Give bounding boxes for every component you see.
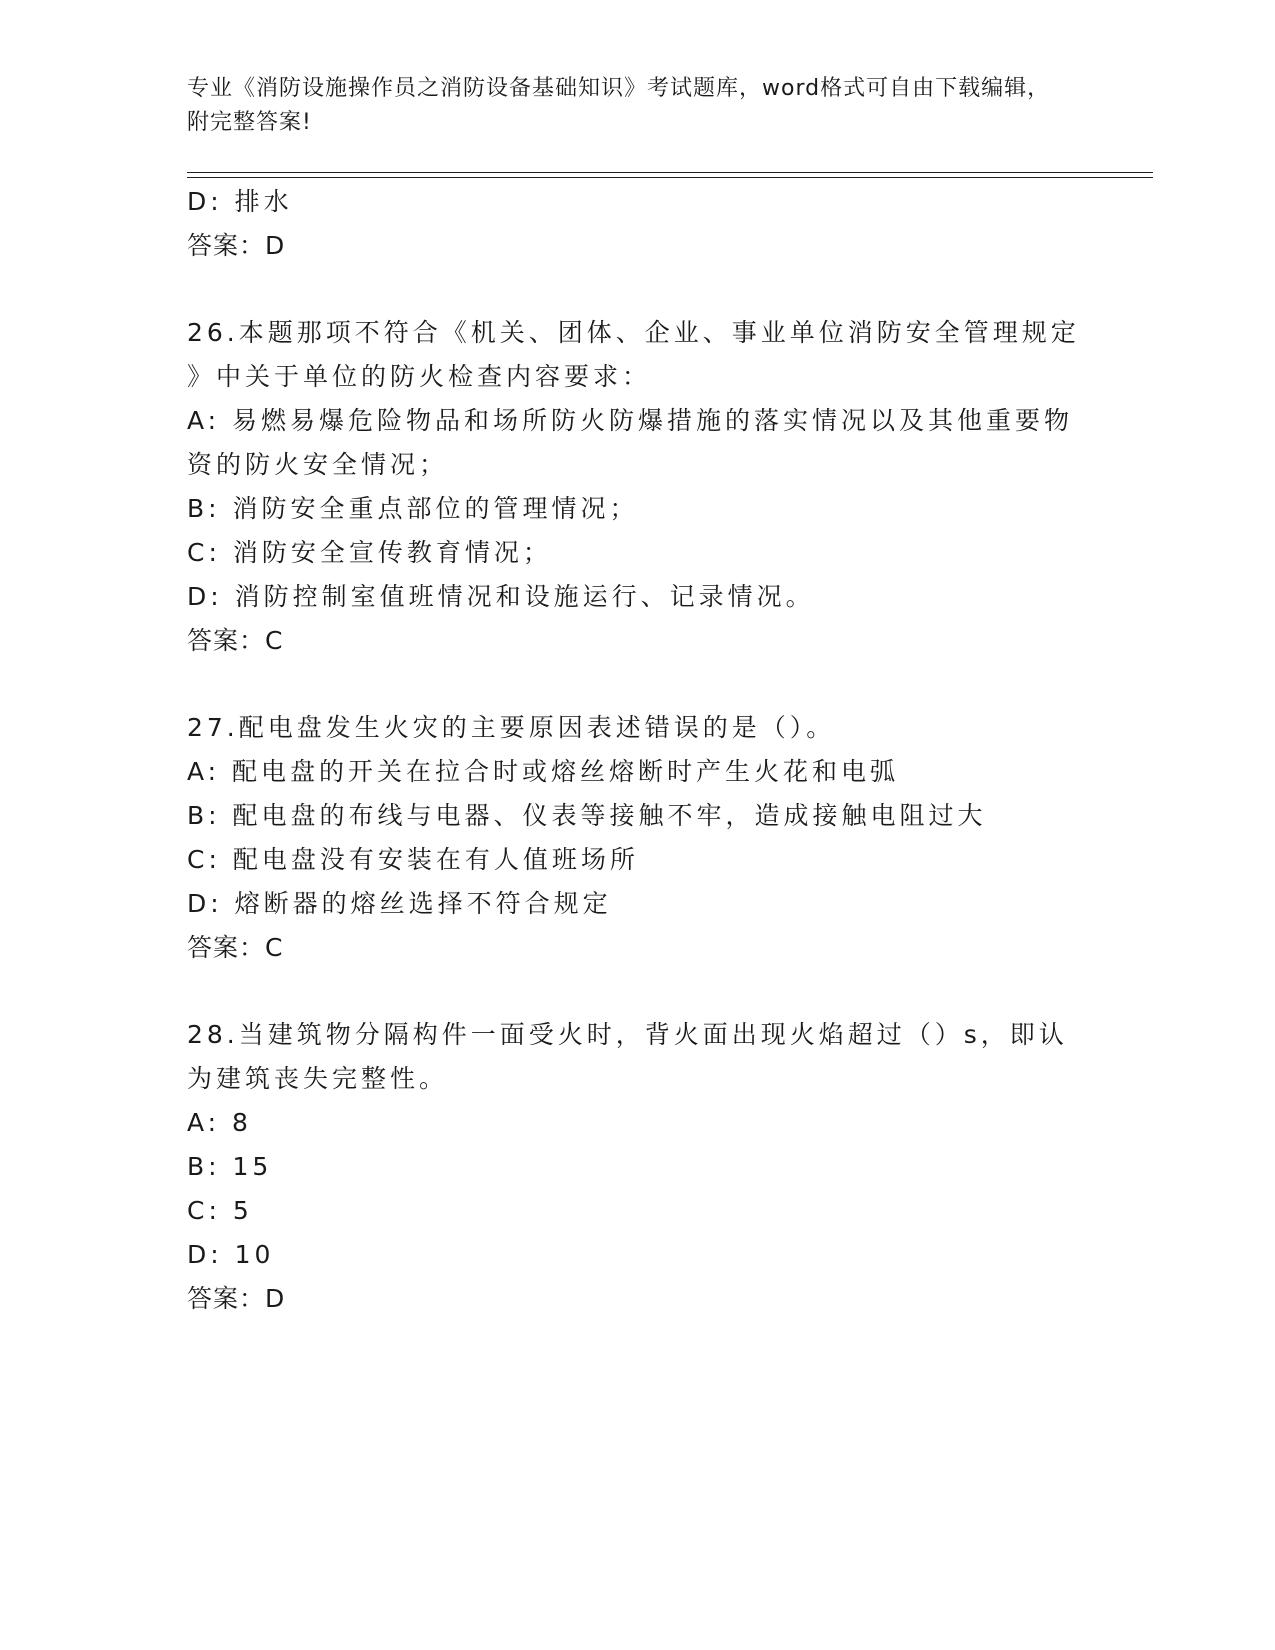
q28-option-d: D: 10	[187, 1240, 275, 1269]
q28-option-c: C: 5	[187, 1196, 253, 1225]
q26-option-b: B: 消防安全重点部位的管理情况；	[187, 494, 639, 523]
q27-option-b: B: 配电盘的布线与电器、仪表等接触不牢，造成接触电阻过大	[187, 801, 987, 830]
q28-stem-line2: 为建筑丧失完整性。	[187, 1064, 449, 1093]
prev-answer: 答案：D	[187, 231, 286, 260]
header-rule-bottom	[187, 177, 1153, 178]
q27-stem: 27.配电盘发生火灾的主要原因表述错误的是（）。	[187, 713, 836, 742]
q28-option-b: B: 15	[187, 1152, 273, 1181]
q27-option-c: C: 配电盘没有安装在有人值班场所	[187, 845, 639, 874]
q26-option-a-line1: A: 易燃易爆危险物品和场所防火防爆措施的落实情况以及其他重要物	[187, 406, 1074, 435]
q26-stem-line2: 》中关于单位的防火检查内容要求：	[187, 362, 652, 391]
q27-option-a: A: 配电盘的开关在拉合时或熔丝熔断时产生火花和电弧	[187, 757, 900, 786]
q27-answer: 答案：C	[187, 933, 284, 962]
q26-option-c: C: 消防安全宣传教育情况；	[187, 538, 552, 567]
q28-stem-line1: 28.当建筑物分隔构件一面受火时，背火面出现火焰超过（）s，即认	[187, 1020, 1068, 1049]
q28-option-a: A: 8	[187, 1108, 252, 1137]
document-header: 专业《消防设施操作员之消防设备基础知识》考试题库，word格式可自由下载编辑，附完整答案!	[187, 76, 1051, 135]
q26-answer: 答案：C	[187, 626, 284, 655]
q27-option-d: D: 熔断器的熔丝选择不符合规定	[187, 889, 612, 918]
header-rule-top	[187, 172, 1153, 173]
q26-option-a-line2: 资的防火安全情况；	[187, 450, 449, 479]
q28-answer: 答案：D	[187, 1284, 286, 1313]
q26-option-d: D: 消防控制室值班情况和设施运行、记录情况。	[187, 582, 815, 611]
prev-option-d: D: 排水	[187, 187, 293, 216]
q26-stem-line1: 26.本题那项不符合《机关、团体、企业、事业单位消防安全管理规定	[187, 318, 1080, 347]
